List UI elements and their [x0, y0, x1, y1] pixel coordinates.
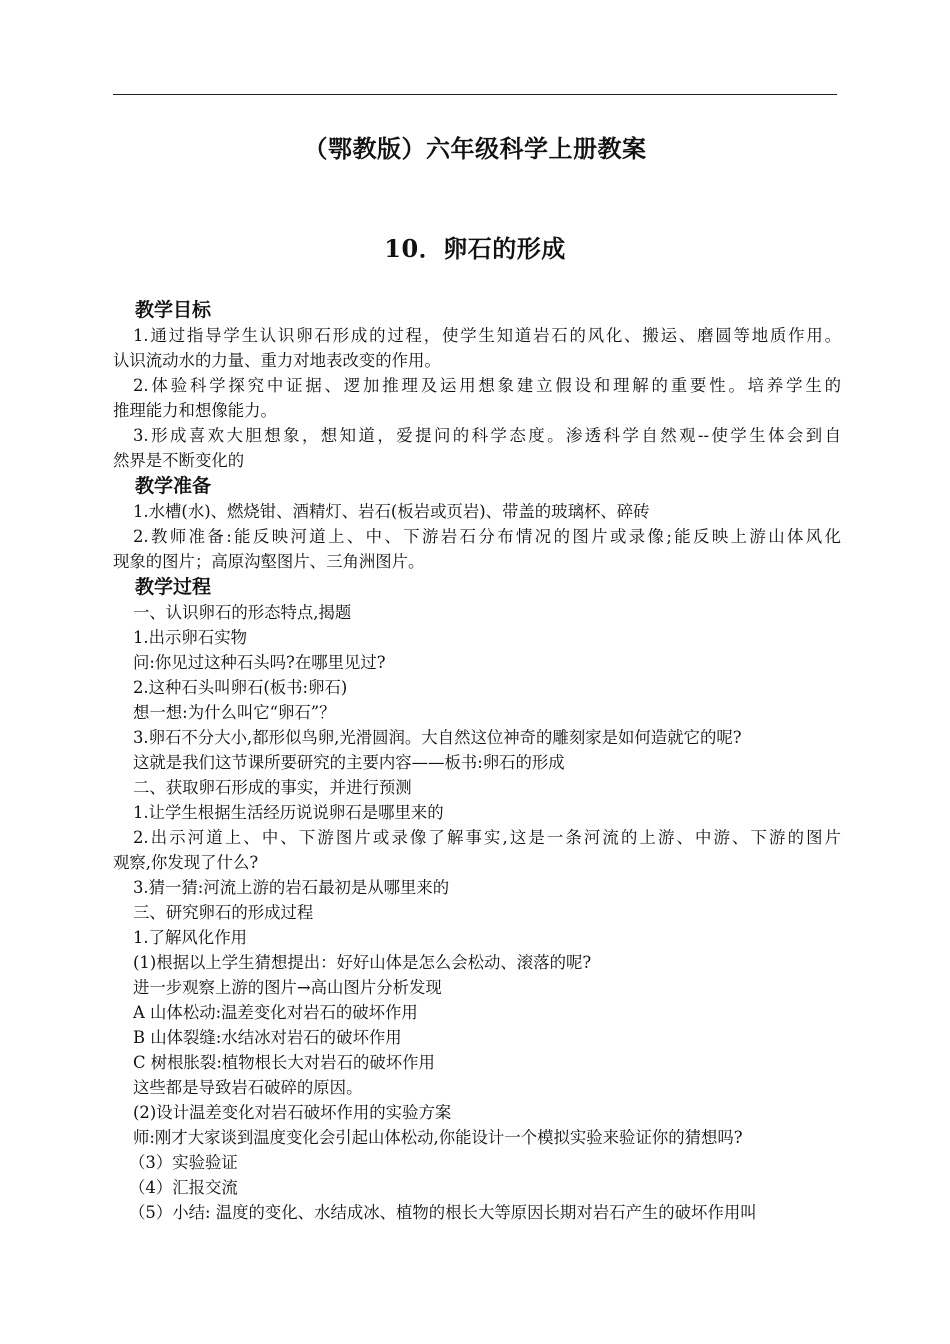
- prep-2-line-2: 现象的图片；高原沟壑图片、三角洲图片。: [113, 552, 425, 571]
- section-heading-process: 教学过程: [135, 576, 212, 598]
- goal-2-line-2: 推理能力和想像能力。: [113, 401, 277, 420]
- process-line: A 山体松动:温差变化对岩石的破坏作用: [133, 1003, 418, 1022]
- process-line: 2.这种石头叫卵石(板书:卵石): [133, 678, 348, 697]
- header-rule: [113, 94, 837, 95]
- process-line: 观察,你发现了什么?: [113, 853, 259, 872]
- process-line: 这些都是导致岩石破碎的原因。: [133, 1078, 363, 1097]
- prep-2-line-1: 2.教师准备:能反映河道上、中、下游岩石分布情况的图片或录像;能反映上游山体风化: [133, 527, 841, 546]
- process-line: （4）汇报交流: [129, 1178, 238, 1197]
- process-line: 1.了解风化作用: [133, 928, 247, 947]
- document-body: [113, 297, 841, 1225]
- process-line: 这就是我们这节课所要研究的主要内容——板书:卵石的形成: [133, 753, 565, 772]
- process-line: 2.出示河道上、中、下游图片或录像了解事实,这是一条河流的上游、中游、下游的图片: [133, 828, 841, 847]
- goal-3-line-1: 3.形成喜欢大胆想象，想知道，爱提问的科学态度。渗透科学自然观--使学生体会到自: [133, 426, 841, 445]
- process-line: (2)设计温差变化对岩石破坏作用的实验方案: [133, 1103, 452, 1122]
- process-line: （5）小结: 温度的变化、水结成冰、植物的根长大等原因长期对岩石产生的破坏作用叫: [129, 1203, 757, 1222]
- process-line: 师:刚才大家谈到温度变化会引起山体松动,你能设计一个模拟实验来验证你的猜想吗?: [133, 1128, 743, 1147]
- process-line: 1.出示卵石实物: [133, 628, 247, 647]
- process-line: 一、认识卵石的形态特点,揭题: [133, 603, 352, 622]
- process-line: 3.猜一猜:河流上游的岩石最初是从哪里来的: [133, 878, 450, 897]
- process-line: 3.卵石不分大小,都形似鸟卵,光滑圆润。大自然这位神奇的雕刻家是如何造就它的呢?: [133, 728, 742, 747]
- section-heading-goals: 教学目标: [135, 299, 212, 321]
- process-line: B 山体裂缝:水结冰对岩石的破坏作用: [133, 1028, 402, 1047]
- process-line: 问:你见过这种石头吗?在哪里见过?: [133, 653, 386, 672]
- process-line: 进一步观察上游的图片→高山图片分析发现: [133, 978, 442, 997]
- process-line: （3）实验验证: [129, 1153, 238, 1172]
- process-line: 三、研究卵石的形成过程: [133, 903, 314, 922]
- process-line: C 树根胀裂:植物根长大对岩石的破坏作用: [133, 1053, 435, 1072]
- goal-1-line-2: 认识流动水的力量、重力对地表改变的作用。: [113, 351, 441, 370]
- lesson-title: 10．卵石的形成: [384, 234, 566, 263]
- section-heading-prep: 教学准备: [135, 475, 212, 497]
- goal-2-line-1: 2.体验科学探究中证据、逻加推理及运用想象建立假设和理解的重要性。培养学生的: [133, 376, 841, 395]
- process-line: 二、获取卵石形成的事实，并进行预测: [133, 778, 412, 797]
- process-line: 想一想:为什么叫它“卵石”？: [133, 703, 336, 722]
- document-title: （鄂教版）六年级科学上册教案: [303, 134, 647, 163]
- process-line: 1.让学生根据生活经历说说卵石是哪里来的: [133, 803, 444, 822]
- prep-1: 1.水槽(水)、燃烧钳、酒精灯、岩石(板岩或页岩)、带盖的玻璃杯、碎砖: [133, 502, 650, 521]
- goal-3-line-2: 然界是不断变化的: [113, 451, 245, 470]
- goal-1-line-1: 1.通过指导学生认识卵石形成的过程，使学生知道岩石的风化、搬运、磨圆等地质作用。: [133, 326, 841, 345]
- process-line: (1)根据以上学生猜想提出：好好山体是怎么会松动、滚落的呢?: [133, 953, 592, 972]
